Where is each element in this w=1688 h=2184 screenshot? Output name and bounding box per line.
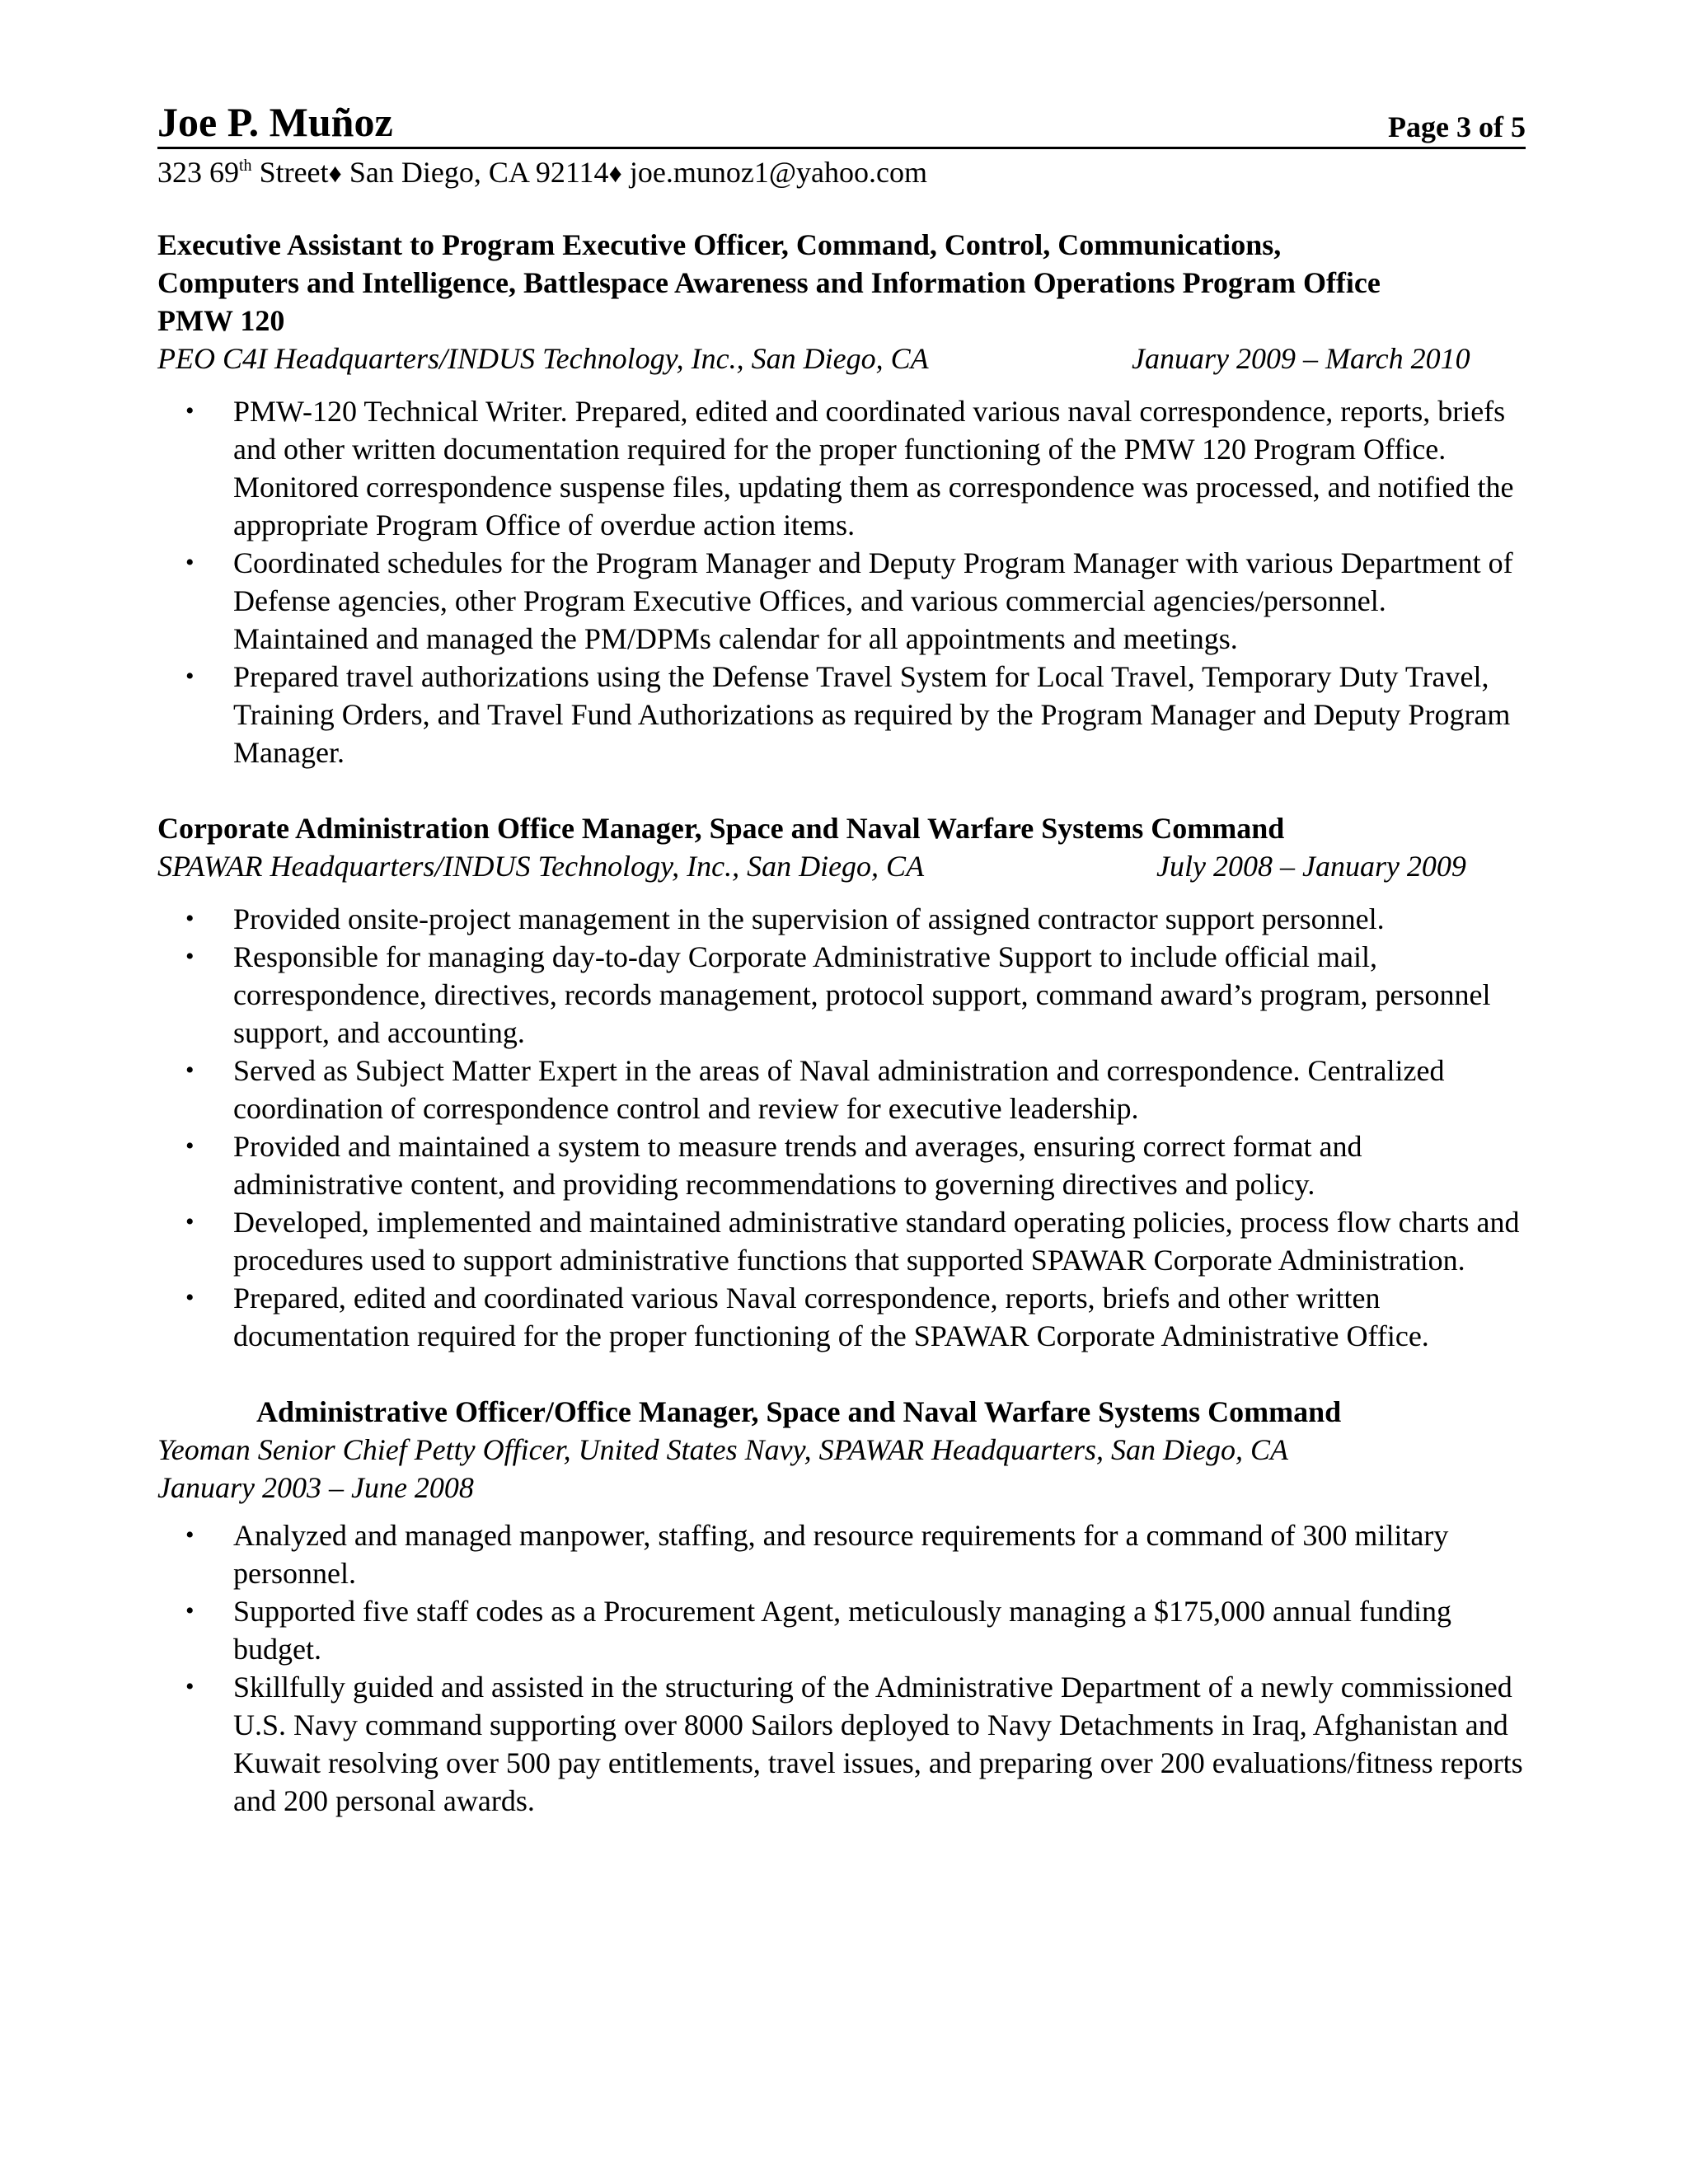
list-item: • Analyzed and managed manpower, staffing, and resource requirements for a command of 300 military personnel.	[157, 1516, 1526, 1592]
bullet-icon: •	[185, 1673, 195, 1700]
bullet-icon: •	[185, 905, 195, 932]
job-dates: July 2008 – January 2009	[1156, 850, 1466, 883]
address-city: San Diego, CA 92114	[341, 156, 609, 189]
job-title	[157, 226, 1526, 340]
job-organization: SPAWAR Headquarters/INDUS Technology, Inc., San Diego, CA	[157, 850, 925, 883]
list-item: • Prepared travel authorizations using the Defense Travel System for Local Travel, Temporary Duty Travel, Training Orders, and Travel Fund Authorizations as required by the Program Manager and Deputy Program Manager.	[157, 658, 1526, 771]
contact-line	[157, 152, 1526, 193]
diamond-separator-icon: ♦	[328, 158, 342, 188]
list-item: • Served as Subject Matter Expert in the areas of Naval administration and correspondence. Centralized coordination of correspondence control and review for executive leadership.	[157, 1052, 1526, 1127]
job-bullets	[157, 392, 1526, 771]
list-item: • Provided and maintained a system to measure trends and averages, ensuring correct format and administrative content, and providing recommendations to governing directives and policy.	[157, 1127, 1526, 1203]
job-organization: Yeoman Senior Chief Petty Officer, United States Navy, SPAWAR Headquarters, San Diego, CA	[157, 1433, 1288, 1466]
job-title-line: Executive Assistant to Program Executive Officer, Command, Control, Communications,	[157, 228, 1282, 261]
bullet-icon: •	[185, 1597, 195, 1624]
job-entry-spawar-indus	[157, 809, 1526, 1355]
job-meta	[157, 847, 1526, 885]
job-meta	[157, 340, 1526, 377]
job-title: Corporate Administration Office Manager, Space and Naval Warfare Systems Command	[157, 812, 1285, 845]
list-item: • Provided onsite-project management in the supervision of assigned contractor support personnel.	[157, 900, 1526, 938]
job-dates: January 2009 – March 2010	[1132, 342, 1470, 375]
candidate-name: Joe P. Muñoz	[157, 99, 393, 145]
resume-page	[157, 99, 1526, 1820]
bullet-icon: •	[185, 943, 195, 970]
list-item: • Coordinated schedules for the Program Manager and Deputy Program Manager with various Department of Defense agencies, other Program Executive Offices, and various commercial agencies/personnel. Maintained and managed the PM/DPMs calendar for all appointments and meetings.	[157, 544, 1526, 658]
resume-header	[157, 99, 1526, 149]
list-item: • Supported five staff codes as a Procurement Agent, meticulously managing a $175,000 annual funding budget.	[157, 1592, 1526, 1668]
bullet-icon: •	[185, 1057, 195, 1084]
address-number: 323 69	[157, 156, 239, 189]
bullet-icon: •	[185, 549, 195, 576]
address-suffix: th	[239, 157, 252, 175]
bullet-icon: •	[185, 1284, 195, 1311]
job-title: Administrative Officer/Office Manager, Space and Naval Warfare Systems Command	[256, 1395, 1342, 1428]
job-bullets	[157, 1516, 1526, 1820]
job-entry-us-navy	[157, 1393, 1526, 1820]
list-item: • Developed, implemented and maintained administrative standard operating policies, process flow charts and procedures used to support administrative functions that supported SPAWAR Corporate Administration.	[157, 1203, 1526, 1279]
list-item: • Skillfully guided and assisted in the structuring of the Administrative Department of a newly commissioned U.S. Navy command supporting over 8000 Sailors deployed to Navy Detachments in Iraq, Afghanistan and Kuwait resolving over 500 pay entitlements, travel issues, and preparing over 200 evaluations/fitness reports and 200 personal awards.	[157, 1668, 1526, 1820]
job-title-line: PMW 120	[157, 304, 285, 337]
bullet-icon: •	[185, 397, 195, 424]
job-dates: January 2003 – June 2008	[157, 1471, 474, 1504]
bullet-icon: •	[185, 663, 195, 690]
bullet-icon: •	[185, 1132, 195, 1160]
page-number: Page 3 of 5	[1388, 110, 1526, 143]
list-item: • Responsible for managing day-to-day Corporate Administrative Support to include official mail, correspondence, directives, records management, protocol support, command award’s program, personnel support, and accounting.	[157, 938, 1526, 1052]
diamond-separator-icon: ♦	[608, 158, 622, 188]
job-bullets	[157, 900, 1526, 1355]
bullet-icon: •	[185, 1521, 195, 1549]
job-entry-peo-c4i	[157, 226, 1526, 771]
list-item: • Prepared, edited and coordinated various Naval correspondence, reports, briefs and other written documentation required for the proper functioning of the SPAWAR Corporate Administrative Office.	[157, 1279, 1526, 1355]
job-title-line: Computers and Intelligence, Battlespace Awareness and Information Operations Program Office	[157, 266, 1381, 299]
list-item: • PMW-120 Technical Writer. Prepared, edited and coordinated various naval correspondence, reports, briefs and other written documentation required for the proper functioning of the PMW 120 Program Office. Monitored correspondence suspense files, updating them as correspondence was processed, and notified the appropriate Program Office of overdue action items.	[157, 392, 1526, 544]
bullet-icon: •	[185, 1208, 195, 1235]
email-address: joe.munoz1@yahoo.com	[621, 156, 927, 189]
job-organization: PEO C4I Headquarters/INDUS Technology, Inc., San Diego, CA	[157, 342, 929, 375]
address-street: Street	[251, 156, 329, 189]
